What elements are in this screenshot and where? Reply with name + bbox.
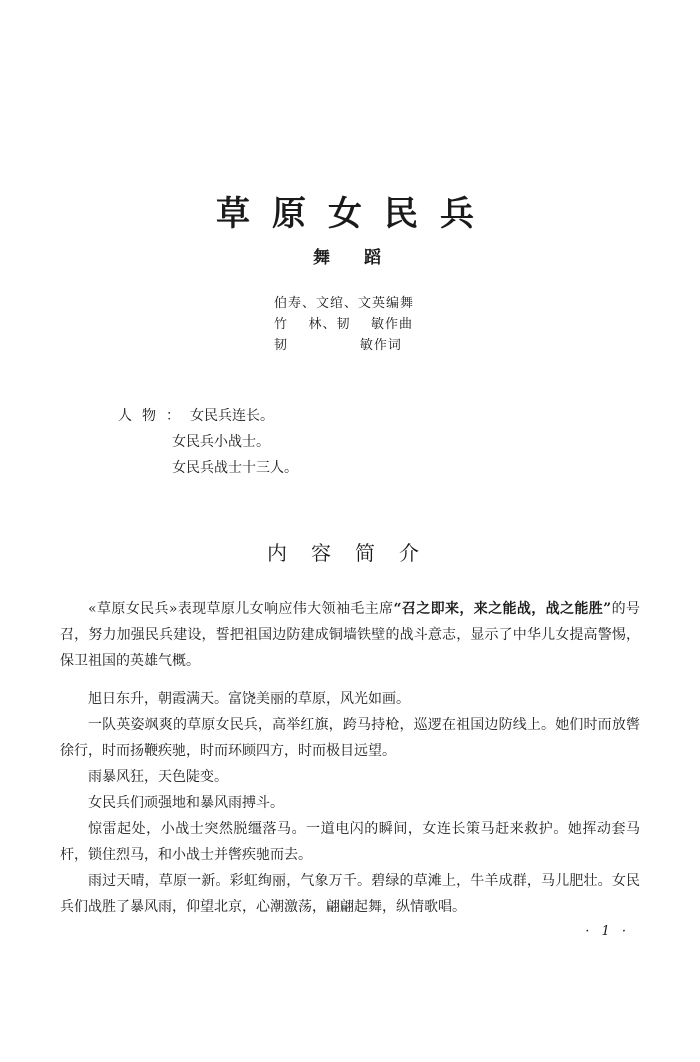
intro-quote: “召之即来，来之能战，战之能胜” [393,601,612,617]
cast-row [118,403,298,429]
cast-list [118,403,298,481]
cast-member: 女民兵小战士。 [172,434,270,450]
cast-label: 人物： [118,408,190,424]
synopsis-paragraph: 旭日东升，朝霞满天。富饶美丽的草原，风光如画。 [88,691,410,707]
synopsis-paragraph: 惊雷起处，小战士突然脱缰落马。一道电闪的瞬间，女连长策马赶来救护。她挥动套马杆，锁住烈马，和小战士并辔疾驰而去。 [60,821,640,863]
synopsis-paragraph: 雨过天晴，草原一新。彩虹绚丽，气象万千。碧绿的草滩上，牛羊成群，马儿肥壮。女民兵们战胜了暴风雨，仰望北京，心潮激荡，翩翩起舞，纵情歌唱。 [60,873,640,915]
genre-subtitle: 舞蹈 [313,248,415,268]
cast-row [118,455,298,481]
page-number: · 1 · [585,924,630,939]
synopsis-body [60,686,640,920]
cast-member: 女民兵连长。 [190,408,274,424]
synopsis-paragraph: 一队英姿飒爽的草原女民兵，高举红旗，跨马持枪，巡逻在祖国边防线上。她们时而放辔徐行，时而扬鞭疾驰，时而环顾四方，时而极目远望。 [60,717,640,759]
cast-row [118,429,298,455]
credit-lyrics: 韧 敏作词 [274,338,402,353]
credit-music: 竹 林、韧 敏作曲 [274,317,414,332]
synopsis-paragraph: 雨暴风狂，天色陡变。 [88,769,228,785]
credits-block [274,293,414,356]
synopsis-paragraph: 女民兵们顽强地和暴风雨搏斗。 [88,795,284,811]
credit-choreography: 伯寿、文绾、文英编舞 [274,296,415,311]
page-title: 草原女民兵 [216,194,496,234]
intro-suffix: 的号召，努力加强民兵建设，誓把祖国边防建成铜墙铁壁的战斗意志，显示了中华儿女提高警惕，保卫祖国的英雄气概。 [60,601,640,669]
section-heading: 内容简介 [267,541,443,565]
intro-paragraph [60,596,640,674]
intro-prefix: «草原女民兵»表现草原儿女响应伟大领袖毛主席 [88,601,394,617]
cast-member: 女民兵战士十三人。 [172,460,298,476]
